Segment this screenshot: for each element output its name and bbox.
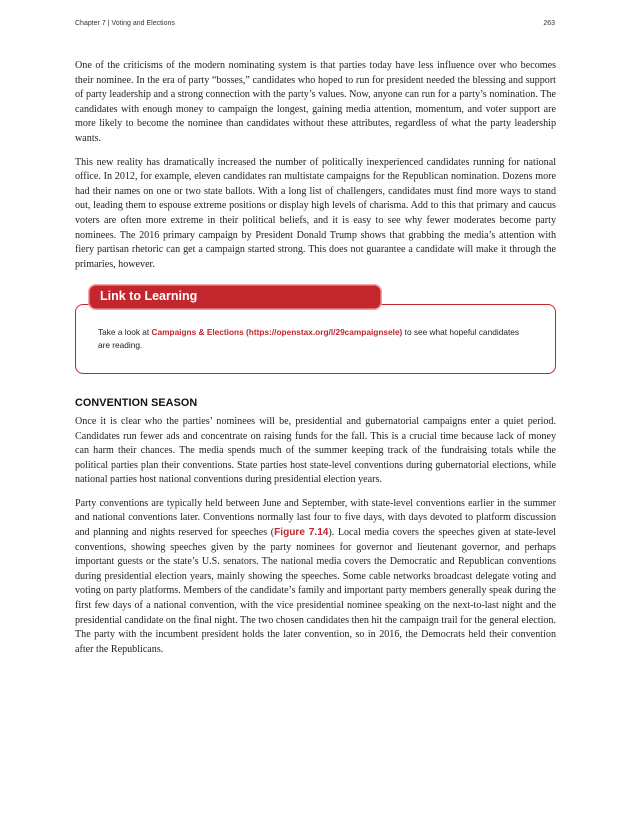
- paragraph: One of the criticisms of the modern nominating system is that parties today have less influence over who becomes their nominee. In the era of party “bosses,” candidates who hoped to run for president needed the blessing and support of party leadership and a strong connection with the party’s values. Now, anyone can run for a party’s nomination. The candidates with enough money to campaign the longest, gaining media attention, momentum, and voter support are more likely to become the nominee than candidates without these attributes, regardless of what the party leadership wants.: [75, 60, 556, 144]
- paragraph: This new reality has dramatically increased the number of politically inexperienced candidates running for national office. In 2012, for example, eleven candidates ran multistate campaigns for the Republican nomination. Dozens more had their names on one or two state ballots. With a long list of challengers, candidates must find more ways to stand out, leading them to espouse extreme positions or display high levels of charisma. Add to this that primary and caucus voters are often more extreme in their political beliefs, and it is easy to see why fewer moderates become party nominees. The 2016 primary campaign by President Donald Trump shows that grabbing the media’s attention with fiery partisan rhetoric can get a campaign started strong. This does not guarantee a candidate will make it through the primaries, however.: [75, 156, 556, 270]
- chapter-label: Chapter 7 | Voting and Elections: [75, 20, 175, 27]
- page-content: [75, 59, 556, 666]
- section-heading: CONVENTION SEASON: [75, 397, 198, 410]
- page-header: [75, 20, 555, 32]
- figure-link[interactable]: Figure 7.14: [274, 527, 329, 539]
- page-number: 263: [543, 20, 555, 27]
- paragraph-text: ). Local media covers the speeches given at state-level conventions, showing speeches given by the party nominees for governor and lieutenant governor, and perhaps important guests or the state’s U.S. senators. The national media covers the Democratic and Republican conventions during presidential election years, mainly showing the speeches. Some cable networks broadcast delegate voting and voting on party platforms. Members of the candidate’s family and important party members generally speak during the first few days of a national convention, with the vice presidential nominee speaking on the next-to-last night and the presidential candidate on the final night. The two chosen candidates then hit the campaign trail for the general election. The party with the incumbent president holds the later convention, so in 2016, the Democrats held their convention after the Republicans.: [75, 527, 556, 655]
- callout-text-before: Take a look at: [98, 327, 152, 338]
- callout-body: [98, 326, 528, 352]
- callout-title: Link to Learning: [100, 289, 198, 304]
- paragraph: Once it is clear who the parties’ nominees will be, presidential and gubernatorial campaigns enter a quiet period. Candidates run fewer ads and concentrate on raising funds for the fall. This is a crucial time because lack of money can harm their chances. The media spends much of the summer keeping track of the fundraising totals while the political parties plan their conventions. State parties host state-level conventions during gubernatorial elections, while national parties host national conventions during presidential election years.: [75, 415, 556, 486]
- paragraph-text: Party conventions are typically held between June and September, with state-level conventions earlier in the summer and national conventions later. Conventions normally last four to five days, with days devoted to platform discussion and planning and nights reserved for speeches (: [75, 497, 556, 539]
- link-to-learning-callout: [75, 284, 556, 374]
- campaigns-elections-link[interactable]: Campaigns & Elections (https://openstax.org/l/29campaignsele): [151, 327, 403, 338]
- callout-text-after: to see what hopeful candidates are reading.: [98, 327, 520, 351]
- callout-tab: [88, 284, 382, 310]
- paragraph: [75, 497, 556, 658]
